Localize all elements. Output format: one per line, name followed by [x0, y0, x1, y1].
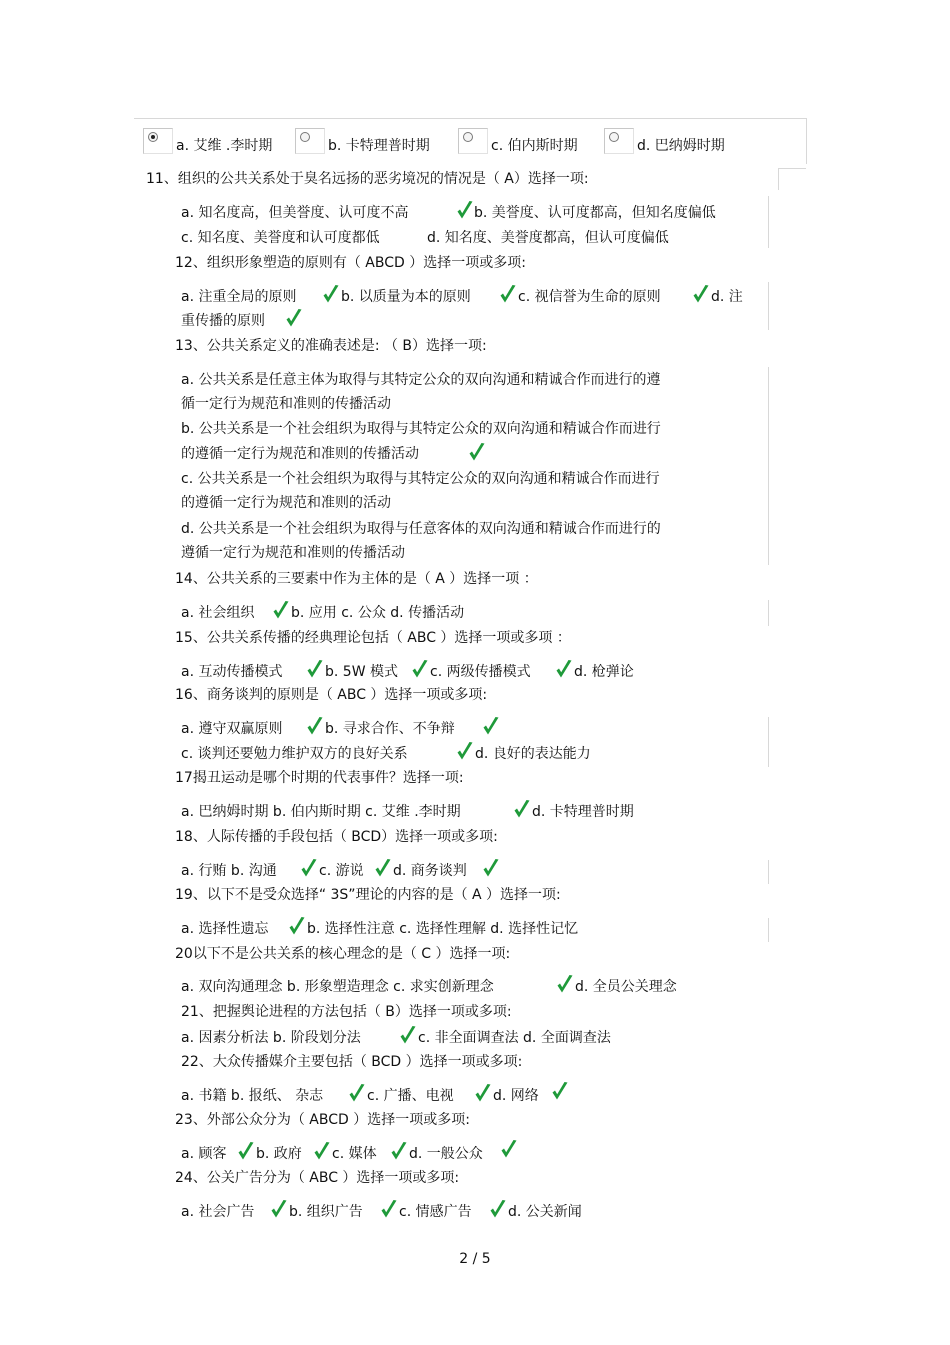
option-a: a. 互动传播模式 [181, 664, 283, 680]
check-icon [313, 1141, 331, 1161]
check-icon [556, 974, 574, 994]
question-text: 24、公关广告分为（ ABC ）选择一项或多项: [175, 1170, 460, 1186]
option-c: c. 谈判还要勉力维护双方的良好关系 [181, 746, 408, 762]
check-icon [411, 659, 429, 679]
frame-line [768, 717, 769, 767]
check-icon [474, 1083, 492, 1103]
check-icon [374, 858, 392, 878]
question-text: 18、人际传播的手段包括（ BCD）选择一项或多项: [175, 829, 498, 845]
option-d: d. 网络 [493, 1088, 539, 1104]
options-rest: c. 非全面调查法 d. 全面调查法 [418, 1030, 611, 1046]
option-a: a. 知名度高，但美誉度、认可度不高 [181, 205, 409, 221]
option-b: b. 组织广告 [289, 1204, 363, 1220]
option-a: a. 选择性遗忘 [181, 921, 269, 937]
options-ab: a. 书籍 b. 报纸、 杂志 [181, 1088, 324, 1104]
question-text: 21、把握舆论进程的方法包括（ B）选择一项或多项: [181, 1004, 512, 1020]
page-number: 2 / 5 [459, 1251, 491, 1267]
question-text: 16、商务谈判的原则是（ ABC ）选择一项或多项: [175, 687, 488, 703]
frame-line [806, 118, 807, 164]
options-rest: b. 应用 c. 公众 d. 传播活动 [291, 605, 465, 621]
check-icon [390, 1141, 408, 1161]
check-icon [237, 1141, 255, 1161]
radio-icon[interactable] [143, 128, 173, 154]
check-icon [380, 1199, 398, 1219]
question-text: 14、公共关系的三要素中作为主体的是（ A ）选择一项 ： [175, 571, 538, 587]
option-b: b. 公共关系是一个社会组织为取得与其特定公众的双向沟通和精诚合作而进行 [181, 421, 661, 437]
question-text: 20以下不是公共关系的核心理念的是（ C ）选择一项: [175, 946, 511, 962]
check-icon [456, 741, 474, 761]
check-icon [399, 1025, 417, 1045]
check-icon [348, 1083, 366, 1103]
frame-line [768, 918, 769, 942]
radio-icon[interactable] [295, 128, 325, 154]
option-a: a. 艾维 .李时期 [176, 138, 273, 154]
options-ab: a. 因素分析法 b. 阶段划分法 [181, 1030, 361, 1046]
option-b: b. 5W 模式 [325, 664, 398, 680]
options-abc: a. 双向沟通理念 b. 形象塑造理念 c. 求实创新理念 [181, 979, 494, 995]
check-icon [482, 858, 500, 878]
option-d: d. 公关新闻 [508, 1204, 582, 1220]
check-icon [306, 716, 324, 736]
options-rest: b. 选择性注意 c. 选择性理解 d. 选择性记忆 [307, 921, 579, 937]
option-b: b. 卡特理普时期 [328, 138, 430, 154]
option-d-cont: 重传播的原则 [181, 313, 265, 329]
option-c: c. 视信誉为生命的原则 [518, 289, 661, 305]
check-icon [513, 799, 531, 819]
option-c: c. 两级传播模式 [430, 664, 531, 680]
option-a: a. 注重全局的原则 [181, 289, 297, 305]
option-d: d. 卡特理普时期 [532, 804, 634, 820]
option-d: d. 巴纳姆时期 [637, 138, 725, 154]
check-icon [322, 284, 340, 304]
option-d: d. 一般公众 [409, 1146, 483, 1162]
radio-icon[interactable] [604, 128, 634, 154]
question-text: 17揭丑运动是哪个时期的代表事件？选择一项: [175, 770, 464, 786]
frame-line [134, 118, 806, 119]
question-text: 15、公共关系传播的经典理论包括（ ABC ）选择一项或多项 ： [175, 630, 571, 646]
check-icon [306, 659, 324, 679]
check-icon [551, 1081, 569, 1101]
options-ab: a. 行贿 b. 沟通 [181, 863, 277, 879]
question-text: 11、组织的公共关系处于臭名远扬的恶劣境况的情况是（ A）选择一项: [146, 171, 589, 187]
radio-icon[interactable] [458, 128, 488, 154]
options-abc: a. 巴纳姆时期 b. 伯内斯时期 c. 艾维 .李时期 [181, 804, 461, 820]
option-d: d. 注 [711, 289, 743, 305]
option-d-cont: 遵循一定行为规范和准则的传播活动 [181, 545, 405, 561]
option-b: b. 政府 [256, 1146, 302, 1162]
question-text: 23、外部公众分为（ ABCD ）选择一项或多项: [175, 1112, 470, 1128]
option-b: b. 以质量为本的原则 [341, 289, 471, 305]
option-c: c. 公共关系是一个社会组织为取得与其特定公众的双向沟通和精诚合作而进行 [181, 471, 660, 487]
option-d: d. 公共关系是一个社会组织为取得与任意客体的双向沟通和精诚合作而进行的 [181, 521, 661, 537]
frame-line [768, 282, 769, 330]
frame-line [778, 168, 806, 169]
option-d: d. 知名度、美誉度都高，但认可度偏低 [427, 230, 669, 246]
frame-line [768, 196, 769, 248]
check-icon [482, 716, 500, 736]
option-a-cont: 循一定行为规范和准则的传播活动 [181, 396, 391, 412]
option-a: a. 社会组织 [181, 605, 255, 621]
frame-line [768, 860, 769, 884]
frame-line [778, 168, 779, 190]
option-d: d. 全员公关理念 [575, 979, 677, 995]
check-icon [489, 1199, 507, 1219]
check-icon [692, 284, 710, 304]
option-b: b. 美誉度、认可度都高，但知名度偏低 [474, 205, 716, 221]
option-a: a. 公共关系是任意主体为取得与其特定公众的双向沟通和精诚合作而进行的遵 [181, 372, 661, 388]
question-text: 19、以下不是受众选择“ 3S”理论的内容的是（ A ）选择一项: [175, 887, 561, 903]
check-icon [300, 858, 318, 878]
check-icon [499, 284, 517, 304]
check-icon [288, 916, 306, 936]
question-text: 22、大众传播媒介主要包括（ BCD ）选择一项或多项: [181, 1054, 523, 1070]
frame-line [768, 367, 769, 565]
option-d: d. 枪弹论 [574, 664, 634, 680]
frame-line [768, 600, 769, 626]
check-icon [285, 308, 303, 328]
option-a: a. 社会广告 [181, 1204, 255, 1220]
option-b-cont: 的遵循一定行为规范和准则的传播活动 [181, 446, 419, 462]
option-c: c. 游说 [319, 863, 364, 879]
option-b: b. 寻求合作、不争辩 [325, 721, 455, 737]
option-c: c. 知名度、美誉度和认可度都低 [181, 230, 380, 246]
option-a: a. 顾客 [181, 1146, 227, 1162]
check-icon [468, 442, 486, 462]
check-icon [500, 1139, 518, 1159]
option-a: a. 遵守双赢原则 [181, 721, 283, 737]
option-c: c. 广播、电视 [367, 1088, 454, 1104]
option-c: c. 情感广告 [399, 1204, 472, 1220]
check-icon [272, 600, 290, 620]
check-icon [555, 659, 573, 679]
question-text: 13、公共关系定义的准确表述是: （ B）选择一项: [175, 338, 487, 354]
option-c-cont: 的遵循一定行为规范和准则的活动 [181, 495, 391, 511]
option-d: d. 商务谈判 [393, 863, 467, 879]
question-text: 12、组织形象塑造的原则有（ ABCD ）选择一项或多项: [175, 255, 526, 271]
option-d: d. 良好的表达能力 [475, 746, 591, 762]
option-c: c. 媒体 [332, 1146, 377, 1162]
check-icon [456, 200, 474, 220]
option-c: c. 伯内斯时期 [491, 138, 578, 154]
check-icon [270, 1199, 288, 1219]
